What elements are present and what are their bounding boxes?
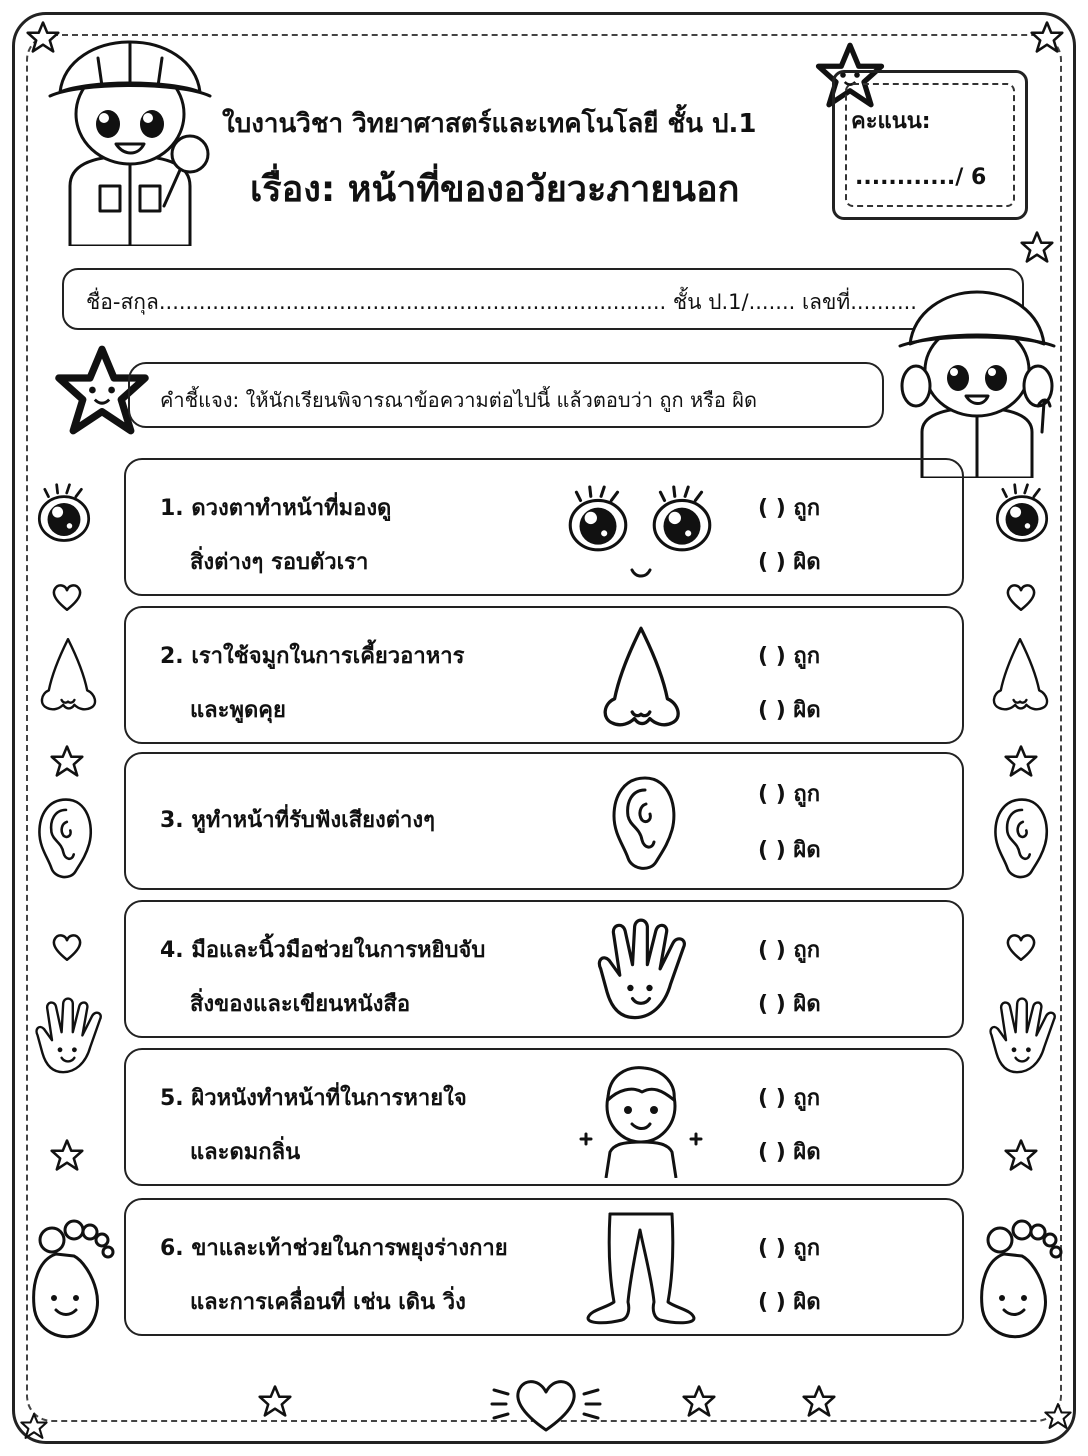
eyes-icon [566, 470, 716, 588]
question-2-text-line1: 2. เราใช้จมูกในการเคี้ยวอาหาร [160, 644, 465, 669]
question-4-text-line2: สิ่งของและเขียนหนังสือ [190, 992, 411, 1017]
hand-icon [566, 912, 716, 1030]
question-3-text: 3. หูทำหน้าที่รับฟังเสียงต่างๆ [160, 808, 435, 833]
explorer-boy-icon [40, 36, 220, 246]
nose-icon [36, 634, 100, 718]
eye-icon [32, 482, 96, 546]
nose-icon [988, 634, 1052, 718]
question-card-4 [124, 900, 964, 1038]
heart-icon [50, 580, 84, 614]
star-icon [1004, 1138, 1038, 1172]
question-6-text-line2: และการเคลื่อนที่ เช่น เดิน วิ่ง [190, 1290, 466, 1315]
question-5-text-line1: 5. ผิวหนังทำหน้าที่ในการหายใจ [160, 1086, 467, 1111]
score-label: คะแนน: [851, 109, 931, 134]
explorer-girl-icon [892, 282, 1062, 478]
score-value[interactable]: ............/ 6 [855, 165, 987, 190]
question-card-2 [124, 606, 964, 744]
ear-icon [992, 794, 1052, 884]
ear-icon [36, 794, 96, 884]
instructions-bar [128, 362, 884, 428]
foot-icon [26, 1214, 116, 1344]
question-card-5 [124, 1048, 964, 1186]
legs-feet-icon [566, 1210, 716, 1328]
foot-icon [974, 1214, 1064, 1344]
heart-icon [1004, 580, 1038, 614]
star-icon [1030, 20, 1064, 54]
question-card-6 [124, 1198, 964, 1336]
question-4-true-option[interactable]: ( ) ถูก [758, 938, 821, 963]
hand-icon [982, 992, 1062, 1082]
question-5-text-line2: และดมกลิ่น [190, 1140, 301, 1165]
question-1-text-line1: 1. ดวงตาทำหน้าที่มองดู [160, 496, 392, 521]
nose-icon [566, 618, 716, 736]
instructions-text: คำชี้แจง: ให้นักเรียนพิจารณาข้อความต่อไปนี้ แล้วตอบว่า ถูก หรือ ผิด [160, 388, 757, 412]
star-icon [1020, 230, 1054, 264]
question-5-false-option[interactable]: ( ) ผิด [758, 1140, 821, 1165]
question-4-text-line1: 4. มือและนิ้วมือช่วยในการหยิบจับ [160, 938, 486, 963]
star-icon [682, 1384, 716, 1418]
question-2-text-line2: และพูดคุย [190, 698, 286, 723]
student-info-bar [62, 268, 1024, 330]
star-icon [802, 1384, 836, 1418]
ear-icon [566, 764, 716, 882]
question-3-false-option[interactable]: ( ) ผิด [758, 838, 821, 863]
child-body-icon [566, 1060, 716, 1178]
question-4-false-option[interactable]: ( ) ผิด [758, 992, 821, 1017]
star-icon [50, 744, 84, 778]
question-card-3 [124, 752, 964, 890]
question-1-true-option[interactable]: ( ) ถูก [758, 496, 821, 521]
hand-icon [28, 992, 108, 1082]
question-1-text-line2: สิ่งต่างๆ รอบตัวเรา [190, 550, 369, 575]
eye-icon [990, 482, 1054, 546]
star-icon [258, 1384, 292, 1418]
question-6-false-option[interactable]: ( ) ผิด [758, 1290, 821, 1315]
star-icon [50, 1138, 84, 1172]
question-card-1 [124, 458, 964, 596]
student-name-field[interactable]: ชื่อ-สกุล............................................................................ ชั้น ป.1/....... เลขที่.......... [86, 290, 917, 314]
star-icon [20, 1412, 48, 1440]
score-box [832, 70, 1028, 220]
star-icon [1004, 744, 1038, 778]
question-6-text-line1: 6. ขาและเท้าช่วยในการพยุงร่างกาย [160, 1236, 508, 1261]
heart-icon [1004, 930, 1038, 964]
heart-icon [50, 930, 84, 964]
question-6-true-option[interactable]: ( ) ถูก [758, 1236, 821, 1261]
question-2-false-option[interactable]: ( ) ผิด [758, 698, 821, 723]
star-icon [1044, 1402, 1072, 1430]
question-2-true-option[interactable]: ( ) ถูก [758, 644, 821, 669]
question-3-true-option[interactable]: ( ) ถูก [758, 782, 821, 807]
worksheet-subject-title: ใบงานวิชา วิทยาศาสตร์และเทคโนโลยี ชั้น ป.1 [222, 109, 757, 139]
worksheet-topic-title: เรื่อง: หน้าที่ของอวัยวะภายนอก [250, 169, 740, 210]
question-1-false-option[interactable]: ( ) ผิด [758, 550, 821, 575]
heart-icon [486, 1366, 606, 1436]
question-5-true-option[interactable]: ( ) ถูก [758, 1086, 821, 1111]
